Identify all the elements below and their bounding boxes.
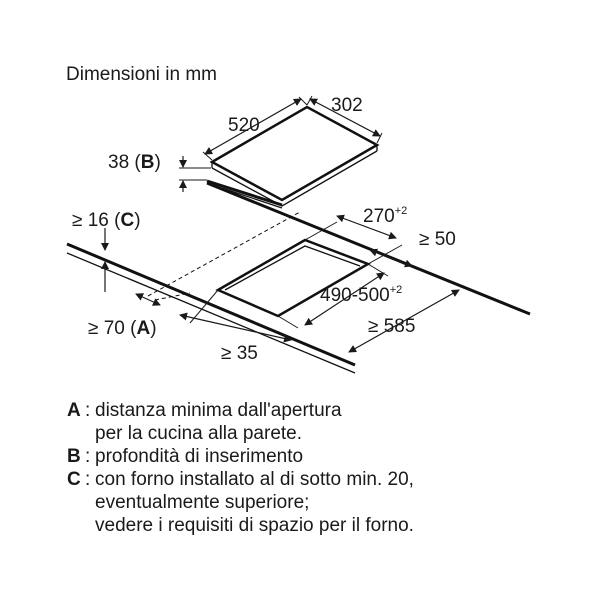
- dim-70-a: [88, 290, 218, 339]
- legend-text-c-2: eventualmente superiore;: [95, 492, 310, 513]
- legend-text-c-1: con forno installato al di sotto min. 20,: [95, 469, 414, 490]
- worktop-depth-hint: [155, 293, 190, 300]
- legend: [67, 399, 414, 537]
- dim-520-label: 520: [228, 115, 260, 136]
- dim-38-b: [108, 152, 211, 192]
- diagram-title: Dimensioni in mm: [66, 64, 217, 85]
- dim-16-label: ≥ 16 (C): [72, 210, 141, 231]
- legend-sep-b: :: [85, 446, 91, 467]
- dim-585-label: ≥ 585: [368, 316, 416, 337]
- dim-35-line: [180, 315, 291, 340]
- dim-50: [370, 229, 456, 266]
- legend-sep-c: :: [85, 469, 91, 490]
- dim-302-label: 302: [331, 95, 363, 116]
- legend-key-a: A: [67, 400, 81, 421]
- legend-text-b-1: profondità di inserimento: [95, 446, 304, 467]
- dim-70-label: ≥ 70 (A): [88, 318, 157, 339]
- dim-50-label: ≥ 50: [419, 229, 456, 250]
- legend-sep-a: :: [85, 400, 91, 421]
- dim-490-label: $490-500^{+2}$: [320, 284, 403, 306]
- dim-35-label: ≥ 35: [221, 343, 258, 364]
- dim-50-line: [370, 250, 412, 266]
- legend-item-c: [67, 468, 414, 491]
- legend-text-a-1: distanza minima dall'apertura: [95, 400, 342, 421]
- dim-38-label: 38 (B): [108, 152, 161, 173]
- legend-item-b: [67, 445, 414, 468]
- legend-text-a-2: per la cucina alla parete.: [95, 423, 303, 444]
- legend-key-b: B: [67, 446, 81, 467]
- dim-270-label: $270^{+2}$: [363, 205, 408, 227]
- legend-item-a: [67, 399, 414, 422]
- legend-key-c: C: [67, 469, 81, 490]
- legend-text-c-3: vedere i requisiti di spazio per il forno.: [95, 515, 414, 536]
